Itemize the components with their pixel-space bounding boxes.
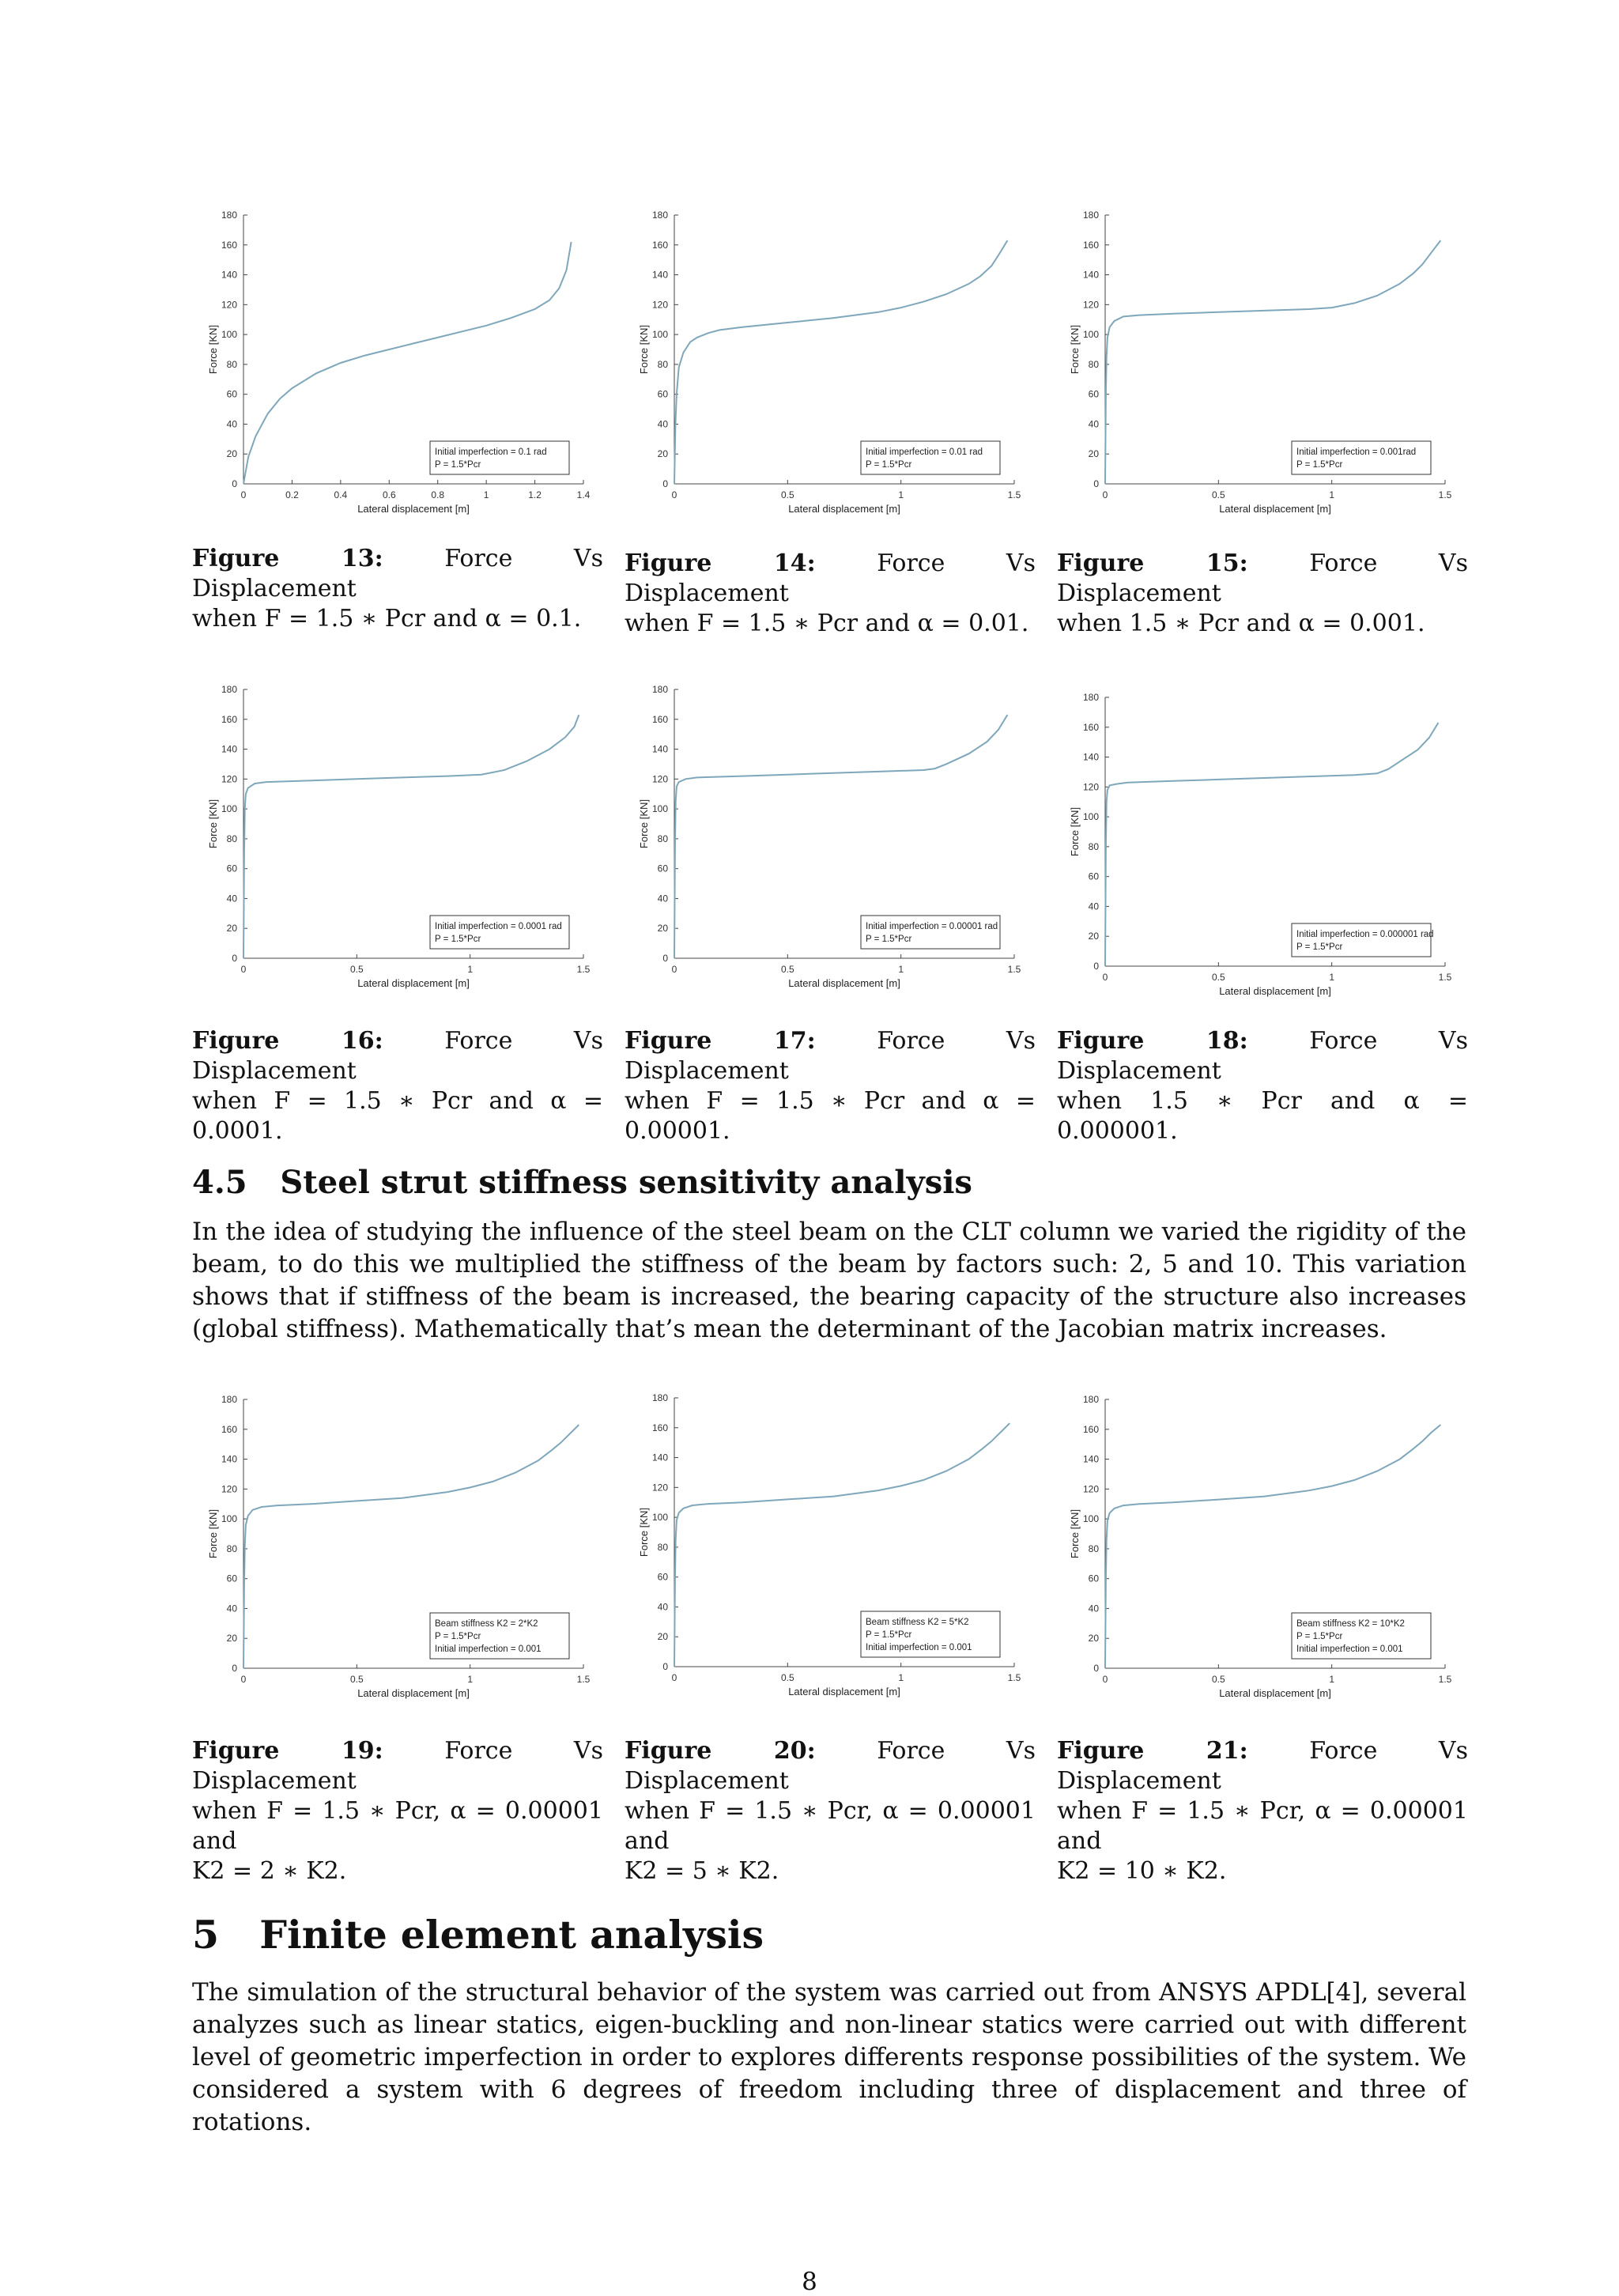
legend-entry: P = 1.5*Pcr	[1296, 460, 1343, 470]
x-tick-label: 1	[467, 1674, 474, 1685]
y-tick-label: 40	[657, 418, 668, 430]
x-axis-label: Lateral displacement [m]	[788, 1686, 900, 1697]
y-tick-label: 40	[1088, 1603, 1099, 1614]
x-tick-label: 0	[240, 1674, 247, 1685]
y-tick-label: 60	[1088, 870, 1099, 882]
chart-figure-18	[1059, 689, 1455, 1037]
y-tick-label: 80	[1088, 840, 1099, 852]
legend-entry: P = 1.5*Pcr	[435, 1632, 481, 1641]
y-tick-label: 40	[226, 893, 237, 904]
y-tick-label: 140	[651, 269, 668, 281]
x-axis-label: Lateral displacement [m]	[1219, 985, 1331, 997]
caption-figure-16	[192, 1026, 603, 1146]
caption-line2: when F = 1.5 ∗ Pcr and α = 0.00001.	[625, 1087, 1036, 1145]
y-tick-label: 0	[232, 953, 237, 964]
y-tick-label: 20	[657, 923, 668, 935]
section-heading-4-5	[192, 1164, 972, 1201]
legend-entry: Initial imperfection = 0.00001 rad	[866, 922, 998, 931]
legend-entry: Initial imperfection = 0.001	[435, 1645, 542, 1654]
y-tick-label: 160	[1082, 721, 1099, 733]
x-axis-label: Lateral displacement [m]	[788, 503, 900, 515]
caption-figure-19	[192, 1736, 603, 1886]
plot-figure-18	[1059, 689, 1455, 1037]
y-tick-label: 60	[657, 388, 668, 400]
y-tick-label: 120	[221, 299, 237, 311]
legend-entry: Initial imperfection = 0.01 rad	[866, 447, 983, 457]
caption-line1: Force Vs Displacement	[192, 1027, 603, 1085]
x-tick-label: 0	[1102, 972, 1108, 983]
y-tick-label: 140	[651, 743, 668, 755]
legend-entry: Initial imperfection = 0.001	[866, 1643, 972, 1652]
chart-figure-13	[198, 207, 593, 555]
y-tick-label: 80	[226, 358, 237, 370]
y-tick-label: 60	[226, 1573, 237, 1584]
x-tick-label: 0.5	[780, 1672, 794, 1683]
caption-label: Figure 21:	[1057, 1737, 1248, 1765]
y-axis-label: Force [KN]	[638, 799, 650, 849]
y-tick-label: 0	[232, 478, 237, 489]
x-tick-label: 0.5	[349, 1674, 364, 1685]
y-tick-label: 80	[1088, 358, 1099, 370]
y-tick-label: 140	[1082, 269, 1099, 281]
x-tick-label: 0.5	[1211, 1674, 1225, 1685]
y-tick-label: 100	[221, 329, 237, 341]
legend-entry: P = 1.5*Pcr	[866, 1630, 912, 1640]
y-tick-label: 80	[1088, 1543, 1099, 1554]
y-tick-label: 0	[1093, 478, 1099, 489]
section-number: 4.5	[192, 1164, 247, 1201]
y-tick-label: 120	[651, 1482, 668, 1494]
caption-line2: when F = 1.5 ∗ Pcr, α = 0.00001 and	[625, 1797, 1036, 1855]
y-tick-label: 120	[651, 299, 668, 311]
y-tick-label: 120	[1082, 1483, 1099, 1495]
y-tick-label: 0	[662, 953, 668, 964]
y-tick-label: 20	[226, 1633, 237, 1645]
caption-line2: when 1.5 ∗ Pcr and α = 0.001.	[1057, 610, 1425, 637]
x-tick-label: 1	[483, 489, 489, 500]
x-tick-label: 1.5	[1007, 489, 1021, 500]
legend-entry: P = 1.5*Pcr	[866, 460, 912, 470]
chart-figure-17	[628, 682, 1024, 1029]
y-tick-label: 80	[657, 833, 668, 844]
y-tick-label: 180	[651, 210, 668, 221]
y-tick-label: 160	[651, 1422, 668, 1433]
caption-line1: Force Vs Displacement	[625, 1027, 1036, 1085]
y-tick-label: 180	[1082, 1394, 1099, 1405]
y-tick-label: 40	[226, 418, 237, 430]
x-tick-label: 0	[1102, 489, 1108, 500]
legend-entry: P = 1.5*Pcr	[1296, 1632, 1343, 1641]
y-tick-label: 20	[226, 923, 237, 935]
x-tick-label: 1	[1329, 489, 1335, 500]
x-tick-label: 1	[898, 1672, 904, 1683]
y-axis-label: Force [KN]	[1069, 1509, 1081, 1559]
x-tick-label: 1	[898, 489, 904, 500]
y-tick-label: 160	[651, 713, 668, 725]
caption-label: Figure 14:	[625, 549, 816, 577]
caption-line1: Force Vs Displacement	[1057, 549, 1468, 607]
x-tick-label: 0.5	[780, 489, 794, 500]
y-tick-label: 140	[221, 1453, 237, 1465]
y-tick-label: 20	[1088, 931, 1099, 942]
caption-figure-14	[625, 549, 1036, 639]
y-tick-label: 60	[657, 863, 668, 874]
y-tick-label: 100	[651, 329, 668, 341]
legend-entry: P = 1.5*Pcr	[1296, 942, 1343, 952]
legend-entry: Beam stiffness K2 = 5*K2	[866, 1618, 969, 1627]
x-tick-label: 0.6	[382, 489, 396, 500]
y-tick-label: 140	[221, 743, 237, 755]
x-tick-label: 1	[1329, 1674, 1335, 1685]
caption-line2: when F = 1.5 ∗ Pcr and α = 0.1.	[192, 605, 582, 633]
caption-line2: when F = 1.5 ∗ Pcr and α = 0.01.	[625, 610, 1029, 637]
section-5-body: The simulation of the structural behavior of the system was carried out from ANSYS APDL[4], several analyzes such as linear statics, eigen-buckling and non-linear statics were carried out with different level of geometric imperfection in order to explores differents response possibilities of the system. We considered a system with 6 degrees of freedom including three of displacement and three of rotations.	[192, 1978, 1466, 2136]
x-tick-label: 1.4	[576, 489, 591, 500]
y-tick-label: 80	[226, 1543, 237, 1554]
chart-figure-16	[198, 682, 593, 1029]
y-tick-label: 120	[221, 773, 237, 785]
plot-figure-17	[628, 682, 1024, 1029]
caption-line2: when F = 1.5 ∗ Pcr, α = 0.00001 and	[1057, 1797, 1468, 1855]
section-title: Steel strut stiffness sensitivity analysis	[280, 1164, 972, 1201]
caption-label: Figure 19:	[192, 1737, 383, 1765]
plot-figure-19	[198, 1392, 593, 1739]
caption-label: Figure 15:	[1057, 549, 1248, 577]
caption-label: Figure 20:	[625, 1737, 816, 1765]
x-axis-label: Lateral displacement [m]	[357, 1687, 470, 1699]
x-tick-label: 1	[467, 964, 474, 975]
y-tick-label: 180	[1082, 692, 1099, 703]
caption-label: Figure 13:	[192, 545, 383, 572]
y-tick-label: 100	[1082, 329, 1099, 341]
x-tick-label: 1.5	[1438, 972, 1452, 983]
caption-line3: K2 = 5 ∗ K2.	[625, 1857, 779, 1885]
x-tick-label: 1.5	[1007, 1672, 1021, 1683]
plot-figure-16	[198, 682, 593, 1029]
x-tick-label: 0.5	[1211, 489, 1225, 500]
x-tick-label: 0.4	[334, 489, 348, 500]
x-axis-label: Lateral displacement [m]	[1219, 503, 1331, 515]
x-tick-label: 0	[240, 489, 247, 500]
x-tick-label: 0.2	[285, 489, 299, 500]
y-tick-label: 140	[1082, 1453, 1099, 1465]
x-tick-label: 0	[671, 1672, 677, 1683]
y-tick-label: 160	[1082, 1423, 1099, 1435]
plot-figure-21	[1059, 1392, 1455, 1739]
x-tick-label: 1.5	[576, 964, 591, 975]
legend-entry: Initial imperfection = 0.1 rad	[435, 447, 547, 457]
y-axis-label: Force [KN]	[638, 324, 650, 375]
x-axis-label: Lateral displacement [m]	[1219, 1687, 1331, 1699]
y-tick-label: 100	[221, 1513, 237, 1525]
caption-figure-21	[1057, 1736, 1468, 1886]
plot-figure-15	[1059, 207, 1455, 555]
plot-figure-20	[628, 1390, 1024, 1738]
legend-entry: Initial imperfection = 0.001	[1296, 1645, 1403, 1654]
page-number: 8	[802, 2268, 817, 2296]
x-tick-label: 1.5	[576, 1674, 591, 1685]
y-tick-label: 160	[221, 713, 237, 725]
y-tick-label: 60	[657, 1571, 668, 1583]
chart-figure-15	[1059, 207, 1455, 555]
caption-figure-18	[1057, 1026, 1468, 1146]
y-tick-label: 40	[226, 1603, 237, 1614]
y-tick-label: 60	[226, 388, 237, 400]
x-tick-label: 0.5	[1211, 972, 1225, 983]
y-axis-label: Force [KN]	[1069, 806, 1081, 857]
y-tick-label: 20	[657, 1631, 668, 1643]
y-tick-label: 0	[1093, 1663, 1099, 1674]
legend-entry: P = 1.5*Pcr	[435, 460, 481, 470]
y-axis-label: Force [KN]	[1069, 324, 1081, 375]
y-tick-label: 140	[651, 1452, 668, 1463]
y-tick-label: 20	[1088, 1633, 1099, 1645]
x-axis-label: Lateral displacement [m]	[788, 977, 900, 989]
caption-line2: when F = 1.5 ∗ Pcr and α = 0.0001.	[192, 1087, 603, 1145]
caption-label: Figure 18:	[1057, 1027, 1248, 1055]
y-tick-label: 160	[221, 239, 237, 251]
legend-entry: Initial imperfection = 0.000001 rad	[1296, 930, 1434, 939]
x-tick-label: 1.5	[1007, 964, 1021, 975]
y-tick-label: 60	[226, 863, 237, 874]
section-4-5-body: In the idea of studying the influence of the steel beam on the CLT column we varied the rigidity of the beam, to do this we multiplied the stiffness of the beam by factors such: 2, 5 and 10. This variation shows that if stiffness of the beam is increased, the bearing capacity of the structure also increases (global stiffness). Mathematically that’s mean the determinant of the Jacobian matrix increases.	[192, 1218, 1466, 1343]
caption-line1: Force Vs Displacement	[192, 1737, 603, 1795]
caption-line1: Force Vs Displacement	[192, 545, 603, 602]
y-tick-label: 40	[657, 893, 668, 904]
chart-figure-14	[628, 207, 1024, 555]
x-tick-label: 1.5	[1438, 489, 1452, 500]
y-tick-label: 120	[1082, 781, 1099, 793]
y-axis-label: Force [KN]	[207, 324, 219, 375]
x-tick-label: 0	[671, 489, 677, 500]
x-tick-label: 0	[671, 964, 677, 975]
legend-entry: Initial imperfection = 0.0001 rad	[435, 922, 562, 931]
y-tick-label: 0	[1093, 961, 1099, 972]
caption-line2: when F = 1.5 ∗ Pcr, α = 0.00001 and	[192, 1797, 603, 1855]
y-tick-label: 180	[651, 1392, 668, 1403]
y-tick-label: 100	[221, 803, 237, 815]
y-tick-label: 160	[651, 239, 668, 251]
x-tick-label: 1.5	[1438, 1674, 1452, 1685]
y-tick-label: 40	[657, 1601, 668, 1613]
y-axis-label: Force [KN]	[207, 799, 219, 849]
chart-figure-21	[1059, 1392, 1455, 1739]
y-tick-label: 60	[1088, 388, 1099, 400]
chart-figure-19	[198, 1392, 593, 1739]
plot-figure-14	[628, 207, 1024, 555]
y-tick-label: 20	[1088, 448, 1099, 460]
y-tick-label: 40	[1088, 418, 1099, 430]
y-tick-label: 160	[221, 1423, 237, 1435]
y-tick-label: 180	[221, 210, 237, 221]
y-tick-label: 120	[221, 1483, 237, 1495]
y-tick-label: 140	[221, 269, 237, 281]
legend-entry: Beam stiffness K2 = 10*K2	[1296, 1619, 1405, 1629]
y-tick-label: 180	[221, 1394, 237, 1405]
y-tick-label: 0	[232, 1663, 237, 1674]
y-axis-label: Force [KN]	[638, 1507, 650, 1558]
y-tick-label: 0	[662, 1661, 668, 1672]
y-tick-label: 100	[1082, 811, 1099, 823]
plot-figure-13	[198, 207, 593, 555]
y-tick-label: 80	[657, 358, 668, 370]
x-tick-label: 0.8	[431, 489, 445, 500]
x-axis-label: Lateral displacement [m]	[357, 977, 470, 989]
y-tick-label: 40	[1088, 901, 1099, 912]
y-tick-label: 100	[651, 1512, 668, 1524]
y-tick-label: 180	[1082, 210, 1099, 221]
caption-figure-13	[192, 544, 603, 634]
caption-figure-20	[625, 1736, 1036, 1886]
x-tick-label: 1	[1329, 972, 1335, 983]
chart-figure-20	[628, 1390, 1024, 1738]
legend-entry: Initial imperfection = 0.001rad	[1296, 447, 1417, 457]
caption-figure-15	[1057, 549, 1468, 639]
caption-label: Figure 16:	[192, 1027, 383, 1055]
y-tick-label: 180	[221, 684, 237, 695]
x-tick-label: 0	[240, 964, 247, 975]
x-tick-label: 0.5	[780, 964, 794, 975]
y-tick-label: 120	[651, 773, 668, 785]
y-tick-label: 80	[226, 833, 237, 844]
y-tick-label: 100	[651, 803, 668, 815]
caption-figure-17	[625, 1026, 1036, 1146]
caption-line1: Force Vs Displacement	[1057, 1737, 1468, 1795]
x-tick-label: 1	[898, 964, 904, 975]
caption-label: Figure 17:	[625, 1027, 816, 1055]
x-tick-label: 0.5	[349, 964, 364, 975]
y-tick-label: 140	[1082, 751, 1099, 763]
caption-line1: Force Vs Displacement	[625, 549, 1036, 607]
y-tick-label: 0	[662, 478, 668, 489]
x-axis-label: Lateral displacement [m]	[357, 503, 470, 515]
y-axis-label: Force [KN]	[207, 1509, 219, 1559]
y-tick-label: 80	[657, 1541, 668, 1553]
section-number: 5	[192, 1912, 220, 1958]
caption-line3: K2 = 2 ∗ K2.	[192, 1857, 347, 1885]
caption-line2: when 1.5 ∗ Pcr and α = 0.000001.	[1057, 1087, 1468, 1145]
legend-entry: P = 1.5*Pcr	[866, 935, 912, 944]
x-tick-label: 0	[1102, 1674, 1108, 1685]
y-tick-label: 100	[1082, 1513, 1099, 1525]
caption-line3: K2 = 10 ∗ K2.	[1057, 1857, 1227, 1885]
x-tick-label: 1.2	[528, 489, 542, 500]
y-tick-label: 180	[651, 684, 668, 695]
legend-entry: P = 1.5*Pcr	[435, 935, 481, 944]
legend-entry: Beam stiffness K2 = 2*K2	[435, 1619, 538, 1629]
section-heading-5	[192, 1912, 764, 1958]
caption-line1: Force Vs Displacement	[1057, 1027, 1468, 1085]
section-title: Finite element analysis	[259, 1912, 764, 1958]
y-tick-label: 20	[226, 448, 237, 460]
y-tick-label: 160	[1082, 239, 1099, 251]
y-tick-label: 60	[1088, 1573, 1099, 1584]
caption-line1: Force Vs Displacement	[625, 1737, 1036, 1795]
y-tick-label: 20	[657, 448, 668, 460]
y-tick-label: 120	[1082, 299, 1099, 311]
